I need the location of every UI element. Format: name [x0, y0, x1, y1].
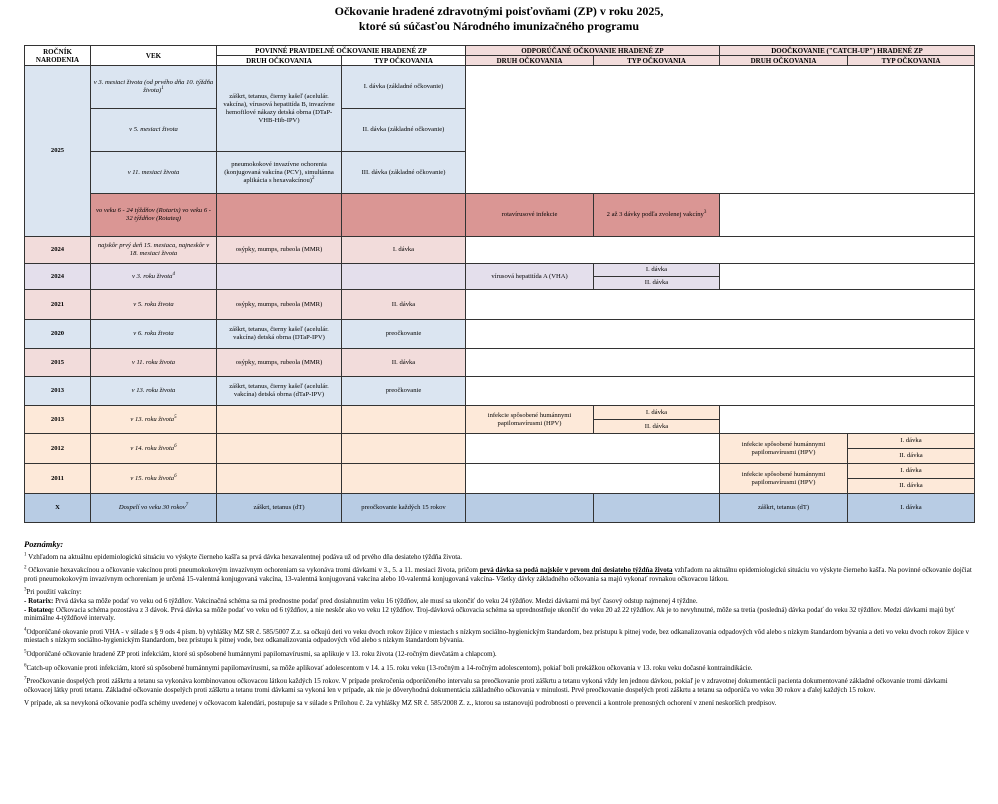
vaccine-cell: záškrt, tetanus, čierny kašeľ (acelulár. vakcína) detská obrna (DTaP-IPV)	[217, 320, 342, 349]
empty-cell	[720, 406, 975, 434]
vaccine-cell: záškrt, tetanus, čierny kašeľ (acelulár. vakcína), vírusová hepatitída B, invazívne hemofilové nákazy detská obrna (DTaP-VHB-Hib-IPV)	[217, 66, 342, 152]
type-cell: preočkovanie	[342, 377, 466, 406]
empty-cell	[466, 349, 975, 377]
header-povinne: POVINNÉ PRAVIDELNÉ OČKOVANIE HRADENÉ ZP	[217, 46, 466, 56]
empty-cell	[217, 406, 342, 434]
type-cell: I. dávka	[594, 406, 720, 420]
type-cell: II. dávka	[594, 420, 720, 434]
vaccine-cell: vírusová hepatitída A (VHA)	[466, 264, 594, 290]
year-cell: 2015	[25, 349, 91, 377]
vaccination-schedule-table	[24, 45, 975, 523]
type-cell: II. dávka	[342, 290, 466, 320]
header-typ-odporucane: TYP OČKOVANIA	[594, 56, 720, 66]
table-row	[25, 349, 975, 377]
type-cell: II. dávka	[594, 277, 720, 290]
year-cell: 2013	[25, 377, 91, 406]
type-cell: II. dávka	[848, 479, 975, 494]
empty-cell	[594, 494, 720, 523]
header-druh-catchup: DRUH OČKOVANIA	[720, 56, 848, 66]
empty-cell	[466, 320, 975, 349]
age-cell: v 15. roku života$^6$	[91, 464, 217, 494]
age-cell: v 5. roku života	[91, 290, 217, 320]
empty-cell	[342, 264, 466, 290]
note-1: $^1$ Vzhľadom na aktuálnu epidemiologickú situáciu vo výskyte čierneho kašľa sa prvá dávka hexavalentnej podáva už od prvého dňa desiateho týždňa života.	[24, 552, 463, 561]
note-3: $^3$Pri použití vakcíny: - Rotarix: Prvá dávka sa môže podať vo veku od 6 týždňov. Vakcinačná schéma sa má prednostne podať pred dosiahnutím veku 16 týždňov, ale musí sa ukončiť do veku 24 týždňov. Medzi dávkami má byť časový odstup najmenej 4 týždne. - Rotateq: Očkovacia schéma pozostáva z 3 dávok. Prvá dávka sa môže podať vo veku od 6 týždňov, a nie neskôr ako vo veku 12 týždňov. Troj-dávková očkovacia schéma sa uprednostňuje ukončiť do veku 20 až 22 týždňov. Ak je to nevyhnutné, môže sa tretia (posledná) dávka podať do veku 32 týždňov. Medzi dávkami majú byť minimálne 4-týždňové intervaly.	[24, 588, 955, 623]
type-cell: I. dávka	[848, 464, 975, 479]
empty-cell	[466, 66, 975, 194]
age-cell: Dospelí vo veku 30 rokov$^7$	[91, 494, 217, 523]
type-cell: I. dávka	[848, 434, 975, 449]
age-cell: v 3. roku života$^4$	[91, 264, 217, 290]
note-2: $^2$ Očkovanie hexavakcínou a očkovanie vakcínou proti pneumokokovým invazívnym ochoreniam sa vykonáva tromi dávkami v 3., 5. a 11. mesiaci života, pričom prvá dávka sa podá najskôr v prvom dni desiateho týždňa života vzhľadom na aktuálnu epidemiologickú situáciu vo výskyte čierneho kašľa. Na povinné očkovanie dojčiat proti pneumokokovým invazívnym ochoreniam je určená 15-valentná konjugovaná vakcína, 13-valentná konjugovaná vakcína alebo 10-valentná konjugovaná vakcína- Všetky dávky základného očkovania sa majú vykonať rovnakou očkovacou látkou.	[24, 565, 972, 583]
type-cell: II. dávka (základné očkovanie)	[342, 109, 466, 152]
type-cell: 2 až 3 dávky podľa zvolenej vakcíny$^3$	[594, 194, 720, 237]
year-cell: 2011	[25, 464, 91, 494]
empty-cell	[217, 194, 342, 237]
age-cell: najskôr prvý deň 15. mesiaca, najneskôr v 18. mesiaci života	[91, 237, 217, 264]
table-row	[25, 237, 975, 264]
empty-cell	[217, 264, 342, 290]
age-cell: v 6. roku života	[91, 320, 217, 349]
empty-cell	[217, 434, 342, 464]
empty-cell	[466, 290, 975, 320]
empty-cell	[342, 406, 466, 434]
header-druh-povinne: DRUH OČKOVANIA	[217, 56, 342, 66]
type-cell: preočkovanie každých 15 rokov	[342, 494, 466, 523]
vaccine-cell: osýpky, mumps, rubeola (MMR)	[217, 237, 342, 264]
notes-section	[24, 540, 974, 713]
vaccine-cell: infekcie spôsobené humánnymi papilomavírusmi (HPV)	[720, 464, 848, 494]
age-cell: vo veku 6 - 24 týždňov (Rotarix) vo veku 6 - 32 týždňov (Rotateq)	[91, 194, 217, 237]
title-line-2: ktoré sú súčasťou Národného imunizačného programu	[358, 19, 640, 33]
empty-cell	[466, 494, 594, 523]
table-row	[25, 377, 975, 406]
empty-cell	[466, 434, 720, 464]
year-cell: 2025	[25, 66, 91, 237]
header-typ-catchup: TYP OČKOVANIA	[848, 56, 975, 66]
year-cell: 2012	[25, 434, 91, 464]
vaccine-cell: záškrt, tetanus, čierny kašeľ (acelulár. vakcína) detská obrna (dTaP-IPV)	[217, 377, 342, 406]
header-typ-povinne: TYP OČKOVANIA	[342, 56, 466, 66]
header-odporucane: ODPORÚČANÉ OČKOVANIE HRADENÉ ZP	[466, 46, 720, 56]
table-row	[25, 194, 975, 237]
table-row	[25, 494, 975, 523]
year-cell: 2024	[25, 264, 91, 290]
vaccine-cell: osýpky, mumps, rubeola (MMR)	[217, 349, 342, 377]
type-cell: I. dávka	[848, 494, 975, 523]
age-cell: v 5. mesiaci života	[91, 109, 217, 152]
table-row	[25, 290, 975, 320]
year-cell: 2013	[25, 406, 91, 434]
year-cell: 2020	[25, 320, 91, 349]
empty-cell	[342, 434, 466, 464]
empty-cell	[720, 194, 975, 237]
empty-cell	[466, 237, 975, 264]
empty-cell	[342, 194, 466, 237]
vaccine-cell: rotavírusové infekcie	[466, 194, 594, 237]
age-cell: v 14. roku života$^6$	[91, 434, 217, 464]
type-cell: I. dávka	[342, 237, 466, 264]
vaccine-cell: osýpky, mumps, rubeola (MMR)	[217, 290, 342, 320]
type-cell: II. dávka	[342, 349, 466, 377]
title-line-1: Očkovanie hradené zdravotnými poisťovňami (ZP) v roku 2025,	[334, 4, 664, 18]
year-cell: X	[25, 494, 91, 523]
type-cell: II. dávka	[848, 449, 975, 464]
note-6: $^6$Catch-up očkovanie proti infekciám, ktoré sú spôsobené humánnymi papilomavírusmi, sa môže aplikovať adolescentom v 14. a 15. roku veku (13-ročným a 14-ročným adolescentom), pokiaľ boli prekážkou očkovania v 13. roku veku dočasné kontraindikácie.	[24, 663, 753, 672]
empty-cell	[466, 464, 720, 494]
age-cell: v 11. roku života	[91, 349, 217, 377]
page-title	[0, 4, 998, 34]
empty-cell	[720, 264, 975, 290]
note-4: $^4$Odporúčané okovanie proti VHA - v súlade s § 9 ods 4 písm. b) vyhlášky MZ SR č. 585/5007 Z.z. sa očkujú deti vo veku dvoch rokov žijúce v miestach s nízkym sociálno-hygienickým štandardom, bez prístupu k pitnej vode, bez odkanalizovania odpadových vôd alebo s nízkym štandardom bývania a deti vo veku dvoch rokov žijúce v miestach s nízkym sociálno-hygienickým štandardom, bez prístupu k pitnej vode, bez odkanalizovania odpadových vôd alebo s nízkym štandardom bývania.	[24, 627, 970, 645]
notes-heading: Poznámky:	[24, 539, 64, 549]
vaccine-cell: infekcie spôsobené humánnymi papilomavírusmi (HPV)	[720, 434, 848, 464]
note-7: $^7$Preočkovanie dospelých proti záškrtu a tetanu sa vykonáva kombinovanou očkovacou látkou každých 15 rokov. V prípade prekročenia odporúčeného intervalu sa preočkovanie proti záškrtu a tetanu vykoná vždy len jednou dávkou, pokiaľ je v zdravotnej dokumentácii pacienta dokumentované základné očkovanie tromi dávkami očkovacej látky proti tetanu. Základné očkovanie dospelých proti záškrtu a tetanu tromi dávkami sa vykoná len v prípade, ak nie je dôveryhodná dokumentácia základného očkovania v minulosti. Prvé preočkovanie dospelých proti záškrtu a tetanu sa odporúča vo veku 30 rokov a ďalej každých 15 rokov.	[24, 676, 948, 694]
age-cell: v 11. mesiaci života	[91, 152, 217, 194]
vaccine-cell: infekcie spôsobené humánnymi papilomavírusmi (HPV)	[466, 406, 594, 434]
vaccine-cell: záškrt, tetanus (dT)	[720, 494, 848, 523]
table-row	[25, 434, 975, 449]
vaccine-cell: pneumokokové invazívne ochorenia (konjugovaná vakcína (PCV), simultánna aplikácia s hexavakcínou)$^2$	[217, 152, 342, 194]
table-row	[25, 320, 975, 349]
type-cell: III. dávka (základné očkovanie)	[342, 152, 466, 194]
table-row	[25, 264, 975, 277]
type-cell: preočkovanie	[342, 320, 466, 349]
table-row	[25, 406, 975, 420]
header-catchup: DOOČKOVANIE ("CATCH-UP") HRADENÉ ZP	[720, 46, 975, 56]
type-cell: I. dávka (základné očkovanie)	[342, 66, 466, 109]
age-cell: v 13. roku života	[91, 377, 217, 406]
table-row	[25, 464, 975, 479]
age-cell: v 13. roku života$^5$	[91, 406, 217, 434]
header-vek: VEK	[91, 46, 217, 66]
age-cell: v 3. mesiaci života (od prvého dňa 10. týždňa života)$^1$	[91, 66, 217, 109]
empty-cell	[466, 377, 975, 406]
header-druh-odporucane: DRUH OČKOVANIA	[466, 56, 594, 66]
note-final: V prípade, ak sa nevykoná očkovanie podľa schémy uvedenej v očkovacom kalendári, postupuje sa v súlade s Prílohou č. 2a vyhlášky MZ SR č. 585/2008 Z. z., ktorou sa ustanovujú podrobnosti o prevencii a kontrole prenosných ochorení v znení neskorších predpisov.	[24, 699, 777, 708]
type-cell: I. dávka	[594, 264, 720, 277]
note-5: $^5$Odporúčané očkovanie hradené ZP proti infekciám, ktoré sú spôsobené humánnymi papilomavírusmi, sa aplikuje v 13. roku života (12-ročným dievčatám a chlapcom).	[24, 649, 497, 658]
empty-cell	[217, 464, 342, 494]
empty-cell	[342, 464, 466, 494]
year-cell: 2021	[25, 290, 91, 320]
vaccine-cell: záškrt, tetanus (dT)	[217, 494, 342, 523]
table-row	[25, 66, 975, 109]
year-cell: 2024	[25, 237, 91, 264]
header-rocnik: ROČNÍK NARODENIA	[25, 46, 91, 66]
